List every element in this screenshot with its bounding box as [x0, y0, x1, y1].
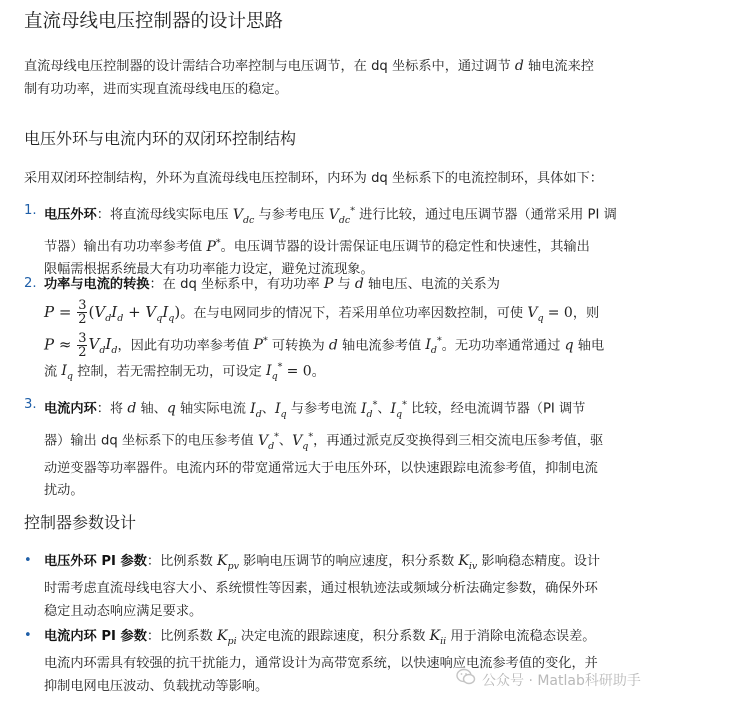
bullet-label: 电流内环 PI 参数	[44, 629, 147, 644]
item-label: 电压外环	[44, 207, 97, 223]
article: 直流母线电压控制器的设计思路 直流母线电压控制器的设计需结合功率控制与电压调节，在 dq 坐标系中，通过调节 d 轴电流来控 制有功功率，进而实现直流母线电压的稳定。 电压外环与电流内环的双闭环控制结构 采用双闭环控制结构，外环为直流母线电压控制环，内环为 dq 坐标系下的电流控制环，具体如下： 1. 电压外环：将直流母线实际电压 $V_{dc}$ 与参考电压 $V_{dc}^*$ 进行比较，通过电压调节器（通常采用 PI 调 节器）输出有功功率参考值 P*。电压调节器的设计需保证电压调节的稳定性和快速性，其输出 限幅需根据系统最大有功功率能力设定，避免过流现象。 2. 功率与电流的转换：在 dq 坐标系中，有功功率 P 与 d 轴电压、电流的关系为 P = $\frac{3}{2}$ $(V_dI_d + V_qI_q)$。在与电网同步的情况下，若采用单位功率因数控制，可使 $V_q = 0$，则 P ≈ $\frac{3}{2}$ $V_dI_d$，因此有功功率参考值 P* 可转换为 d 轴电流参考值 $I_d^*$。无功功率通常通过 q 轴电 流 $I_q$ 控制，若无需控制无功，可设定 $I_q^* = 0$。 3. 电流内环：将 d 轴、q 轴实际电流 $I_d$、$I_q$ 与参考电流 $I_d^*$、$I_q^*$ 比较，经电流调节器（PI 调节 器）输出 dq 坐标系下的电压参考值 $V_d^*$、$V_q^*$，再通过派克反变换得到三相交流电压参考值，驱 动逆变器等功率器件。电流内环的带宽通常远大于电压外环，以快速跟踪电流参考值，抑制电流 扰动。 控制器参数设计 • 电压外环 PI 参数：比例系数 $K_{pv}$ 影响电压调节的响应速度，积分系数 $K_{iv}$ 影响稳态精度。设计 时需考虑直流母线电容大小、系统惯性等因素，通过根轨迹法或频域分析法确定参数，确保外环 稳定且动态响应满足要求。 • 电流内环 PI 参数：比例系数 $K_{pi}$ 决定电流的跟踪速度，积分系数 $K_{ii}$ 用于消除电流稳态误差。 电流内环需具有较强的抗干扰能力，通常设计为高带宽系统，以快速响应电流参考值的变化，并 抑制电网电压波动、负载扰动等影响。 公众号 · Matlab科研助手	[0, 0, 736, 710]
section-heading-dual-loop: 电压外环与电流内环的双闭环控制结构	[24, 129, 297, 148]
watermark: 公众号 · Matlab科研助手	[456, 668, 641, 694]
bullet-dot-icon: •	[24, 553, 32, 568]
intro-paragraph	[24, 55, 710, 101]
section1-lead: 采用双闭环控制结构，外环为直流母线电压控制环，内环为 dq 坐标系下的电流控制环，具体如下：	[24, 171, 603, 186]
bullet-dot-icon: •	[24, 628, 32, 643]
item-label: 功率与电流的转换	[44, 277, 150, 292]
wechat-icon	[456, 668, 476, 694]
page-title: 直流母线电压控制器的设计思路	[24, 11, 284, 32]
section-heading-params: 控制器参数设计	[24, 513, 137, 532]
item-label: 电流内环	[44, 401, 97, 417]
intro-line-1: 直流母线电压控制器的设计需结合功率控制与电压调节，在 dq 坐标系中，通过调节 d 轴电流来控	[24, 58, 594, 74]
bullet-label: 电压外环 PI 参数	[44, 554, 147, 569]
intro-line-2: 制有功功率，进而实现直流母线电压的稳定。	[24, 81, 288, 97]
